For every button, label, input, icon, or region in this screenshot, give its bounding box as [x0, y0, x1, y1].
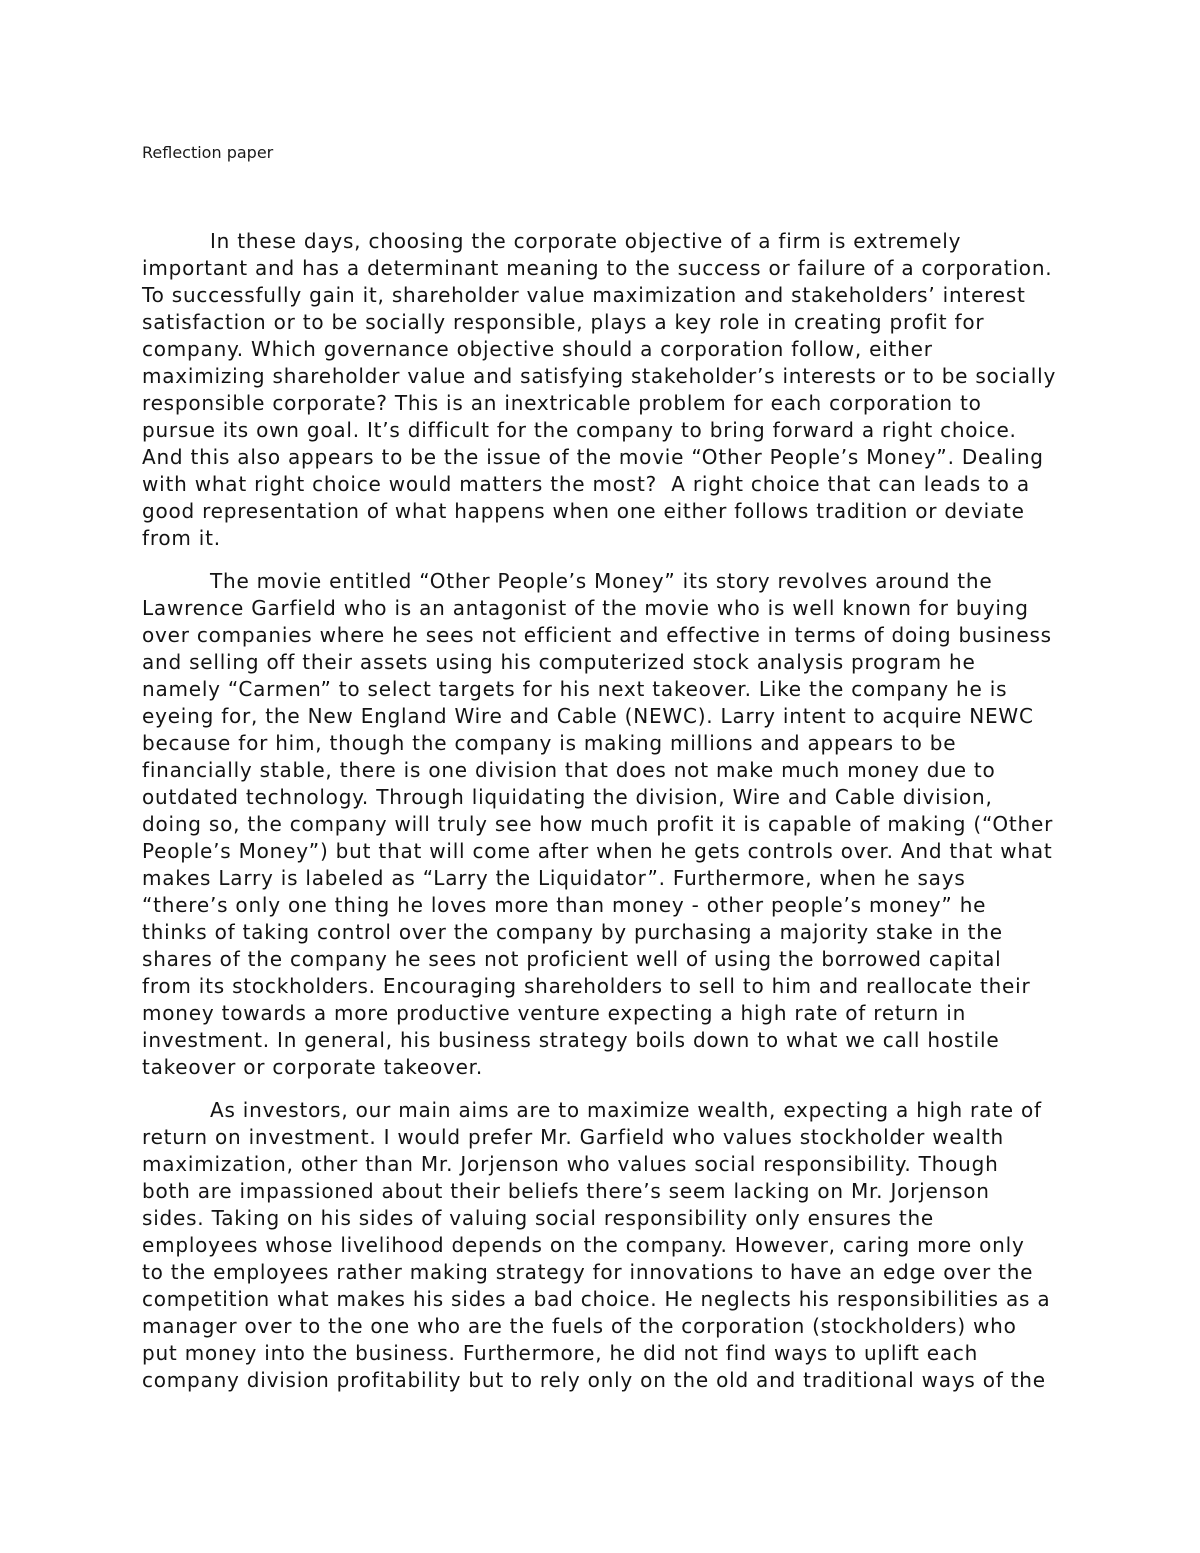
- text-line: People’s Money”) but that will come after when he gets controls over. And that what: [142, 839, 1053, 863]
- document-body: [142, 228, 1102, 1410]
- text-line: maximizing shareholder value and satisfying stakeholder’s interests or to be socially: [142, 364, 1057, 388]
- text-line: return on investment. I would prefer Mr. Garfield who values stockholder wealth: [142, 1125, 1004, 1149]
- text-line: maximization, other than Mr. Jorjenson who values social responsibility. Though: [142, 1152, 999, 1176]
- text-line: responsible corporate? This is an inextricable problem for each corporation to: [142, 391, 982, 415]
- text-line: employees whose livelihood depends on the company. However, caring more only: [142, 1233, 1025, 1257]
- text-line: from its stockholders. Encouraging shareholders to sell to him and reallocate their: [142, 974, 1031, 998]
- paragraph-1: [142, 228, 1102, 552]
- text-line: and selling off their assets using his computerized stock analysis program he: [142, 650, 976, 674]
- text-line: manager over to the one who are the fuels of the corporation (stockholders) who: [142, 1314, 1017, 1338]
- paragraph-2: [142, 568, 1102, 1081]
- text-line: put money into the business. Furthermore, he did not find ways to uplift each: [142, 1341, 979, 1365]
- text-line: outdated technology. Through liquidating the division, Wire and Cable division,: [142, 785, 993, 809]
- paragraph-3: [142, 1097, 1102, 1394]
- text-line: “there’s only one thing he loves more than money - other people’s money” he: [142, 893, 987, 917]
- text-line: The movie entitled “Other People’s Money” its story revolves around the: [210, 569, 993, 593]
- text-line: good representation of what happens when one either follows tradition or deviate: [142, 499, 1025, 523]
- text-line: to the employees rather making strategy for innovations to have an edge over the: [142, 1260, 1034, 1284]
- text-line: important and has a determinant meaning to the success or failure of a corporation.: [142, 256, 1053, 280]
- text-line: financially stable, there is one division that does not make much money due to: [142, 758, 996, 782]
- text-line: pursue its own goal. It’s difficult for the company to bring forward a right choice.: [142, 418, 1017, 442]
- text-line: To successfully gain it, shareholder value maximization and stakeholders’ interest: [142, 283, 1026, 307]
- text-line: from it.: [142, 526, 221, 550]
- text-line: company. Which governance objective should a corporation follow, either: [142, 337, 933, 361]
- text-line: sides. Taking on his sides of valuing social responsibility only ensures the: [142, 1206, 934, 1230]
- text-line: makes Larry is labeled as “Larry the Liquidator”. Furthermore, when he says: [142, 866, 966, 890]
- text-line: both are impassioned about their beliefs there’s seem lacking on Mr. Jorjenson: [142, 1179, 990, 1203]
- text-line: As investors, our main aims are to maximize wealth, expecting a high rate of: [210, 1098, 1042, 1122]
- document-title: Reflection paper: [142, 143, 274, 162]
- text-line: And this also appears to be the issue of the movie “Other People’s Money”. Dealing: [142, 445, 1044, 469]
- text-line: Lawrence Garfield who is an antagonist of the movie who is well known for buying: [142, 596, 1029, 620]
- text-line: company division profitability but to rely only on the old and traditional ways of the: [142, 1368, 1046, 1392]
- text-line: doing so, the company will truly see how much profit it is capable of making (“Other: [142, 812, 1054, 836]
- text-line: investment. In general, his business strategy boils down to what we call hostile: [142, 1028, 1000, 1052]
- text-line: competition what makes his sides a bad choice. He neglects his responsibilities as a: [142, 1287, 1051, 1311]
- text-line: eyeing for, the New England Wire and Cable (NEWC). Larry intent to acquire NEWC: [142, 704, 1034, 728]
- text-line: namely “Carmen” to select targets for his next takeover. Like the company he is: [142, 677, 1008, 701]
- text-line: In these days, choosing the corporate objective of a firm is extremely: [210, 229, 962, 253]
- text-line: shares of the company he sees not proficient well of using the borrowed capital: [142, 947, 1002, 971]
- text-line: because for him, though the company is making millions and appears to be: [142, 731, 957, 755]
- text-line: satisfaction or to be socially responsible, plays a key role in creating profit for: [142, 310, 985, 334]
- text-line: money towards a more productive venture expecting a high rate of return in: [142, 1001, 967, 1025]
- text-line: over companies where he sees not efficient and effective in terms of doing business: [142, 623, 1052, 647]
- text-line: with what right choice would matters the most? A right choice that can leads to a: [142, 472, 1030, 496]
- text-line: thinks of taking control over the company by purchasing a majority stake in the: [142, 920, 1003, 944]
- text-line: takeover or corporate takeover.: [142, 1055, 483, 1079]
